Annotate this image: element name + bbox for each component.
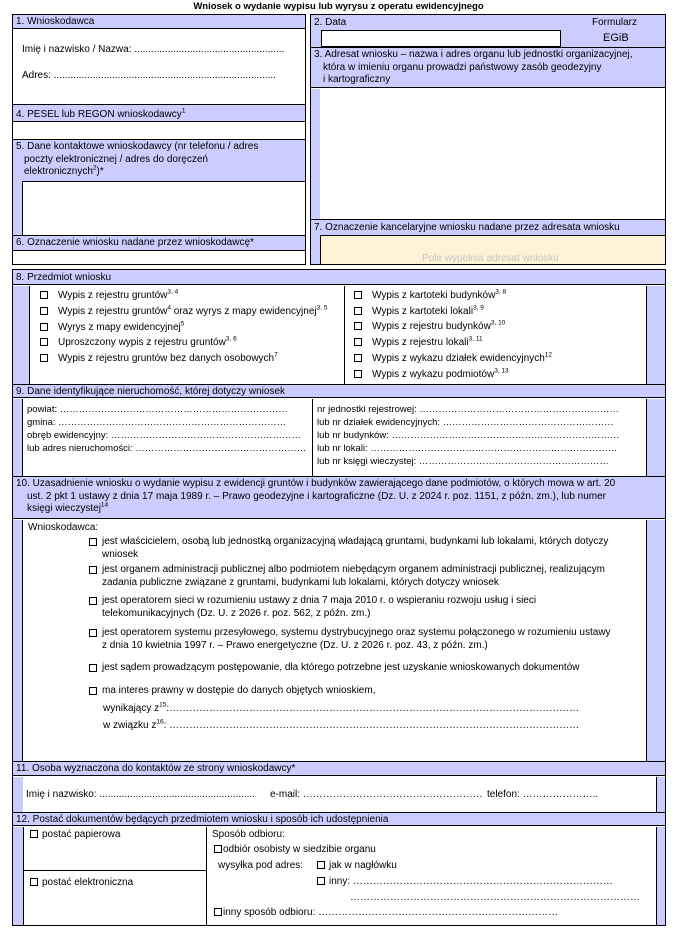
option-wypis-bez-danych[interactable]: Wypis z rejestru gruntów bez danych osobowych$^7$ — [40, 353, 278, 365]
shipping-other-address-continuation[interactable]: …………………………………………………………………………… — [350, 892, 640, 903]
checkbox[interactable] — [354, 338, 362, 346]
form-electronic-option[interactable]: postać elektroniczna — [30, 877, 133, 889]
checkbox[interactable] — [89, 566, 97, 574]
applicant-address-field[interactable]: Adres: ................................................................................ — [22, 70, 276, 81]
option-wyrys-mapy[interactable]: Wyrys z mapy ewidencyjnej$^5$ — [40, 322, 184, 334]
checkbox[interactable] — [317, 861, 325, 869]
contact-person-email-field[interactable]: e-mail: ……………………………………………… — [270, 789, 483, 800]
checkbox[interactable] — [354, 307, 362, 315]
checkbox[interactable] — [317, 877, 325, 885]
justification-telecom-operator[interactable]: jest operatorem sieci w rozumieniu ustawy z dnia 7 maja 2010 r. o wspieraniu rozwoju usług i sieci telekomunikacyjnych (Dz. U. z 2026 r. poz. 562, z późn. zm.) — [89, 595, 639, 620]
section-4-title: 4. PESEL lub REGON wnioskodawcy$^1$ — [13, 105, 305, 122]
option-wypis-i-wyrys[interactable]: Wypis z rejestru gruntów$^4$ oraz wyrys z mapy ewidencyjnej$^{3, 5}$ — [40, 306, 327, 318]
section-9-title: 9. Dane identyfikujące nieruchomość, której dotyczy wniosek — [13, 385, 665, 398]
option-rejestr-budynkow[interactable]: Wypis z rejestru budynków$^{3, 10}$ — [354, 321, 505, 333]
property-location-fields[interactable]: powiat: ……………………………………………………………… gmina: ……………………………………………………………… obręb ewidencyjny: …………………………………………………… lub adres nieruchomości: ……………………………………………… — [27, 404, 307, 454]
applicant-ref-field[interactable] — [13, 250, 305, 264]
checkbox[interactable] — [40, 291, 48, 299]
checkbox[interactable] — [354, 354, 362, 362]
justification-public-authority[interactable]: jest organem administracji publicznej albo podmiotem niebędącym organem administracji publicznej, realizującym zadania publiczne związane z gruntami, budynkami lub lokalami, których dotyczy wniosek — [89, 564, 639, 589]
option-uproszczony-wypis[interactable]: Uproszczony wypis z rejestru gruntów$^{3, 6}$ — [40, 337, 237, 349]
section-10-title: 10. Uzasadnienie wniosku o wydanie wypisu z ewidencji gruntów i budynków zawierającego dane podmiotów, o których mowa w art. 20 ust. 2 pkt 1 ustawy z dnia 17 maja 1989 r. – Prawo geodezyjne i kartograficzne (Dz. U. z 2024 r. poz. 1151, z późn. zm.), lub numer księgi wieczystej$^{14}$ — [16, 478, 616, 514]
checkbox[interactable] — [40, 323, 48, 331]
checkbox[interactable] — [354, 322, 362, 330]
checkbox[interactable] — [40, 354, 48, 362]
related-to-field[interactable]: w związku $z^{16}$: …………………………………………………………………………………………………………… — [103, 718, 580, 731]
option-wykaz-dzialek[interactable]: Wypis z wykazu działek ewidencyjnych$^{12}$ — [354, 353, 552, 365]
shipping-header-address-option[interactable]: jak w nagłówku — [317, 860, 397, 872]
section-2-title: 2. Data — [314, 17, 347, 28]
section-8-title: 8. Przedmiot wniosku — [13, 270, 665, 285]
checkbox[interactable] — [30, 878, 38, 886]
checkbox[interactable] — [354, 291, 362, 299]
option-rejestr-lokali[interactable]: Wypis z rejestru lokali$^{3, 11}$ — [354, 337, 483, 349]
option-kartoteka-lokali[interactable]: Wypis z kartoteki lokali$^{3, 9}$ — [354, 306, 484, 318]
checkbox[interactable] — [354, 370, 362, 378]
checkbox[interactable] — [89, 664, 97, 672]
pesel-field[interactable] — [13, 123, 305, 139]
checkbox[interactable] — [89, 538, 97, 546]
section-7-title: 7. Oznaczenie kancelaryjne wniosku nadane przez adresata wniosku — [311, 220, 665, 235]
checkbox[interactable] — [89, 597, 97, 605]
justification-legal-interest[interactable]: ma interes prawny w dostępie do danych objętych wnioskiem, — [89, 685, 639, 698]
checkbox[interactable] — [40, 307, 48, 315]
form-paper-option[interactable]: postać papierowa — [30, 829, 120, 841]
property-id-fields[interactable]: nr jednostki rejestrowej: ……………………………………………………… lub nr działek ewidencyjnych: ……………………………………………… lub nr budynków: ……………………………………………………………… lub nr lokali: …………………………………………………………………… lub nr księgi wieczystej: …………………………………………………… — [317, 404, 620, 467]
applicant-name-field[interactable]: Imię i nazwisko / Nazwa: ...................................................... — [22, 44, 285, 55]
contact-field[interactable] — [22, 181, 305, 235]
checkbox[interactable] — [30, 830, 38, 838]
addressee-field[interactable] — [320, 89, 665, 219]
office-ref-placeholder: Pole wypełnia adresat wniosku — [422, 253, 559, 264]
justification-owner[interactable]: jest właścicielem, osobą lub jednostką organizacyjną władającą gruntami, budynkami lub lokalami, których dotyczy wniosek — [89, 536, 639, 561]
applicant-label: Wnioskodawca: — [28, 522, 99, 533]
justification-energy-operator[interactable]: jest operatorem systemu przesyłowego, systemu dystrybucyjnego oraz systemu połączonego w rozumieniu ustawy z dnia 10 kwietnia 1997 r. – Prawo energetyczne (Dz. U. z 2026 r. poz. 43, z późn. zm.) — [89, 627, 644, 652]
section-11-title: 11. Osoba wyznaczona do kontaktów ze strony wnioskodawcy* — [13, 762, 665, 776]
section-3-title: 3. Adresat wniosku – nazwa i adres organu lub jednostki organizacyjnej, która w imieniu organu prowadzi państwowy zasób geodezyjny i kartograficzny — [314, 49, 633, 85]
form-title: Wniosek o wydanie wypisu lub wyrysu z operatu ewidencyjnego — [193, 1, 484, 12]
section-6-title: 6. Oznaczenie wniosku nadane przez wnioskodawcę* — [13, 236, 305, 250]
section-1-title: 1. Wnioskodawca — [13, 15, 305, 29]
form-code: EGiB — [603, 32, 629, 44]
section-5-title: 5. Dane kontaktowe wnioskodawcy (nr telefonu / adres poczty elektronicznej / adres do doręczeń elektronicznych$^2$)* — [16, 141, 259, 177]
resulting-from-field[interactable]: wynikający $z^{15}:\dots\dots\dots\dots\dots\dots\dots\dots\dots\dots\dots\dots\dots\dots\dots\dots\dots\dots\dots\dots\dots\dots\dots\dots\dots\dots\dots\dots\dots\dots\dots\dots\dots\dots\dots\dots\dots\dots\dots\dots\dots$ — [103, 701, 580, 714]
shipping-other-address-option[interactable]: inny: …………………………………………………………………… — [317, 876, 613, 888]
pickup-other-option[interactable]: inny sposób odbioru: ……………………………………………………………… — [214, 907, 558, 919]
justification-court[interactable]: jest sądem prowadzącym postępowanie, dla którego potrzebne jest uzyskanie wnioskowanych dokumentów — [89, 662, 639, 675]
shipping-label: wysyłka pod adres: — [218, 860, 304, 871]
checkbox[interactable] — [40, 338, 48, 346]
pickup-personal-option[interactable]: odbiór osobisty w siedzibie organu — [214, 844, 376, 856]
checkbox[interactable] — [214, 845, 222, 853]
checkbox[interactable] — [89, 629, 97, 637]
section-12-title: 12. Postać dokumentów będących przedmiotem wniosku i sposób ich udostępnienia — [13, 813, 665, 826]
contact-person-name-field[interactable]: Imię i nazwisko: ........................................................ — [26, 789, 255, 800]
form-label: Formularz — [592, 17, 638, 28]
checkbox[interactable] — [89, 687, 97, 695]
option-wykaz-podmiotow[interactable]: Wypis z wykazu podmiotów$^{3, 13}$ — [354, 369, 509, 381]
checkbox[interactable] — [214, 908, 222, 916]
option-wypis-rejestru-gruntow[interactable]: Wypis z rejestru gruntów$^{3, 4}$ — [40, 290, 178, 302]
pickup-method-label: Sposób odbioru: — [212, 829, 285, 840]
option-kartoteka-budynkow[interactable]: Wypis z kartoteki budynków$^{3, 8}$ — [354, 290, 506, 302]
contact-person-phone-field[interactable]: telefon: ………………….. — [487, 789, 599, 800]
date-field[interactable] — [321, 30, 561, 47]
